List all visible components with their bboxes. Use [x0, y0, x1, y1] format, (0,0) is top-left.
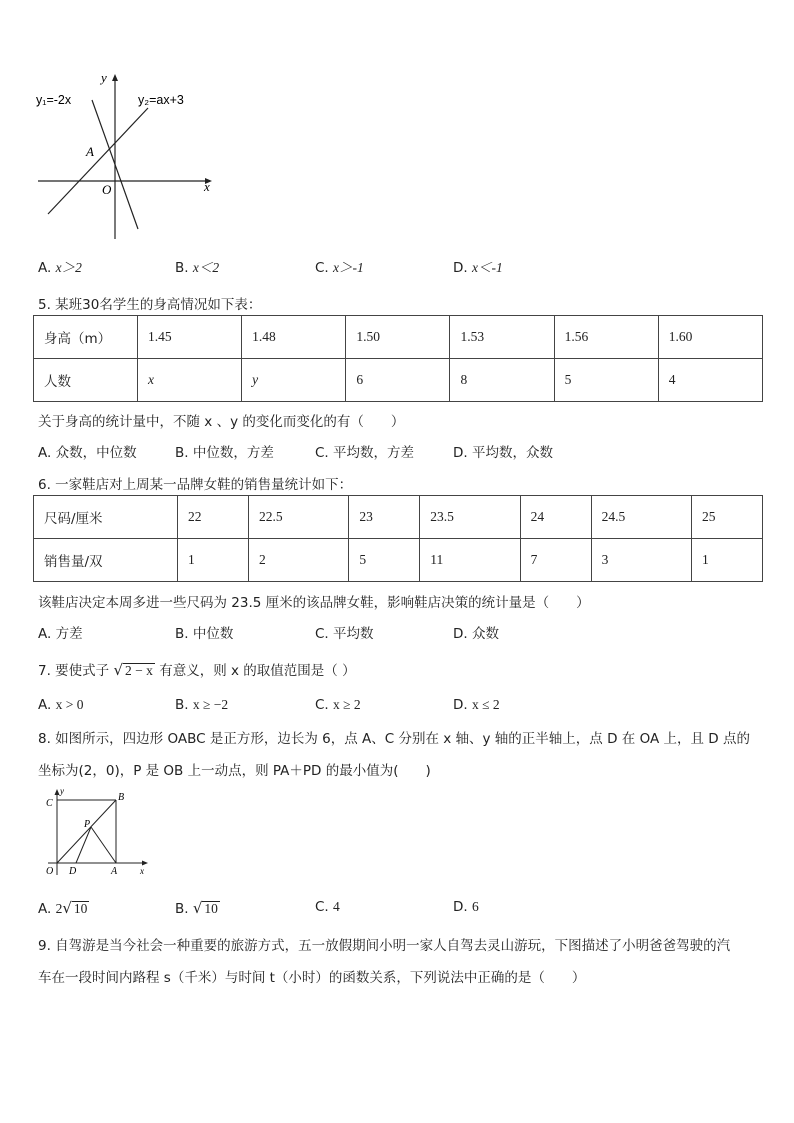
q5-count-cell: x — [138, 359, 242, 402]
y-axis-arrow — [112, 74, 118, 81]
segment-pa — [91, 827, 116, 863]
q4-option-d[interactable]: D. x＜-1 — [453, 260, 503, 276]
q5-option-d[interactable]: D. 平均数，众数 — [453, 445, 553, 461]
q5-header-height: 身高（m） — [34, 316, 138, 359]
q6-size-cell: 24.5 — [591, 496, 691, 539]
q6-table — [33, 495, 763, 582]
q5-count-cell: 6 — [346, 359, 450, 402]
q7-radicand: 2 − x — [125, 663, 153, 678]
q6-sales-cell: 1 — [691, 539, 762, 582]
q7-option-c[interactable]: C. x ≥ 2 — [315, 697, 361, 713]
q7-option-d[interactable]: D. x ≤ 2 — [453, 697, 500, 713]
q6-size-cell: 23.5 — [420, 496, 520, 539]
sqrt-symbol: √ — [62, 899, 72, 917]
label-origin: O — [102, 182, 112, 197]
q5-height-cell: 1.48 — [242, 316, 346, 359]
q6-option-d[interactable]: D. 众数 — [453, 626, 499, 642]
q6-size-cell: 23 — [349, 496, 420, 539]
y-axis-arrow — [55, 789, 60, 795]
q7-option-a[interactable]: A. x > 0 — [38, 697, 84, 713]
sqrt-symbol: √ — [113, 661, 124, 679]
label-y2: y₂=ax+3 — [138, 93, 184, 107]
label-point-a: A — [86, 144, 94, 159]
q6-size-cell: 22.5 — [248, 496, 348, 539]
q5-count-cell: 8 — [450, 359, 554, 402]
q6-size-cell: 24 — [520, 496, 591, 539]
label-p: P — [84, 819, 91, 830]
q5-height-cell: 1.50 — [346, 316, 450, 359]
label-o: O — [46, 866, 54, 877]
label-y-axis: y — [101, 70, 107, 85]
q8-option-b[interactable]: B. √ 10 — [175, 899, 218, 917]
q5-count-cell: y — [242, 359, 346, 402]
q8-option-c[interactable]: C. 4 — [315, 899, 340, 915]
q4-option-b[interactable]: B. x＜2 — [175, 260, 220, 276]
q5-option-a[interactable]: A. 众数，中位数 — [38, 445, 137, 461]
q6-sales-cell: 11 — [420, 539, 520, 582]
q5-option-c[interactable]: C. 平均数，方差 — [315, 445, 415, 461]
q5-table — [33, 315, 763, 402]
q6-sales-cell: 2 — [248, 539, 348, 582]
q4-option-a[interactable]: A. x＞2 — [38, 260, 82, 276]
q6-sales-cell: 7 — [520, 539, 591, 582]
label-y: y — [60, 786, 64, 796]
q5-header-count: 人数 — [34, 359, 138, 402]
x-axis-arrow — [142, 861, 148, 866]
q9-line1: 9. 自驾游是当今社会一种重要的旅游方式，五一放假期间小明一家人自驾去灵山游玩，下图描述了小明爸爸驾驶的汽 — [38, 938, 731, 954]
q8-option-a[interactable]: A. 2√ 10 — [38, 899, 88, 917]
q6-sales-cell: 5 — [349, 539, 420, 582]
q6-size-cell: 25 — [691, 496, 762, 539]
label-x: x — [140, 866, 144, 876]
q6-stem: 6. 一家鞋店对上周某一品牌女鞋的销售量统计如下： — [38, 477, 353, 493]
label-x-axis: x — [204, 179, 210, 194]
q9-line2: 车在一段时间内路程 s（千米）与时间 t（小时）的函数关系，下列说法中正确的是（ ） — [38, 970, 586, 986]
table-row — [34, 496, 763, 539]
q8-option-d[interactable]: D. 6 — [453, 899, 479, 915]
q8-figure — [40, 783, 160, 883]
q5-height-cell: 1.56 — [554, 316, 658, 359]
q5-height-cell: 1.45 — [138, 316, 242, 359]
q5-question: 关于身高的统计量中，不随 x 、y 的变化而变化的有（ ） — [38, 414, 405, 430]
table-row — [34, 539, 763, 582]
q5-stem: 5. 某班30名学生的身高情况如下表： — [38, 297, 262, 313]
label-d: D — [69, 866, 77, 877]
q7-stem: 7. 要使式子 √ 2 − x 有意义，则 x 的取值范围是（ ） — [38, 661, 356, 679]
q6-header-size: 尺码/厘米 — [34, 496, 178, 539]
q6-option-a[interactable]: A. 方差 — [38, 626, 83, 642]
sqrt-symbol: √ — [192, 899, 203, 917]
diagonal-ob — [57, 800, 116, 863]
q6-sales-cell: 3 — [591, 539, 691, 582]
q8-line2: 坐标为(2，0)，P 是 OB 上一动点，则 PA＋PD 的最小值为( ) — [38, 763, 431, 779]
q4-figure — [30, 64, 230, 244]
q5-count-cell: 5 — [554, 359, 658, 402]
label-y1: y₁=-2x — [36, 93, 72, 107]
q4-option-c[interactable]: C. x＞-1 — [315, 260, 364, 276]
q6-header-sales: 销售量/双 — [34, 539, 178, 582]
q7-option-b[interactable]: B. x ≥ −2 — [175, 697, 229, 713]
label-a: A — [111, 866, 118, 877]
q6-size-cell: 22 — [178, 496, 249, 539]
q5-option-b[interactable]: B. 中位数，方差 — [175, 445, 274, 461]
q6-option-b[interactable]: B. 中位数 — [175, 626, 234, 642]
q6-sales-cell: 1 — [178, 539, 249, 582]
q6-question: 该鞋店决定本周多进一些尺码为 23.5 厘米的该品牌女鞋，影响鞋店决策的统计量是（ ） — [38, 595, 590, 611]
table-row — [34, 359, 763, 402]
line-y2 — [48, 108, 148, 214]
segment-pd — [76, 827, 91, 863]
label-b: B — [118, 792, 125, 803]
q5-height-cell: 1.53 — [450, 316, 554, 359]
q8-line1: 8. 如图所示，四边形 OABC 是正方形，边长为 6，点 A、C 分别在 x 轴、y 轴的正半轴上，点 D 在 OA 上，且 D 点的 — [38, 731, 750, 747]
q5-count-cell: 4 — [658, 359, 762, 402]
q5-height-cell: 1.60 — [658, 316, 762, 359]
q6-option-c[interactable]: C. 平均数 — [315, 626, 374, 642]
table-row — [34, 316, 763, 359]
label-c: C — [46, 798, 53, 809]
